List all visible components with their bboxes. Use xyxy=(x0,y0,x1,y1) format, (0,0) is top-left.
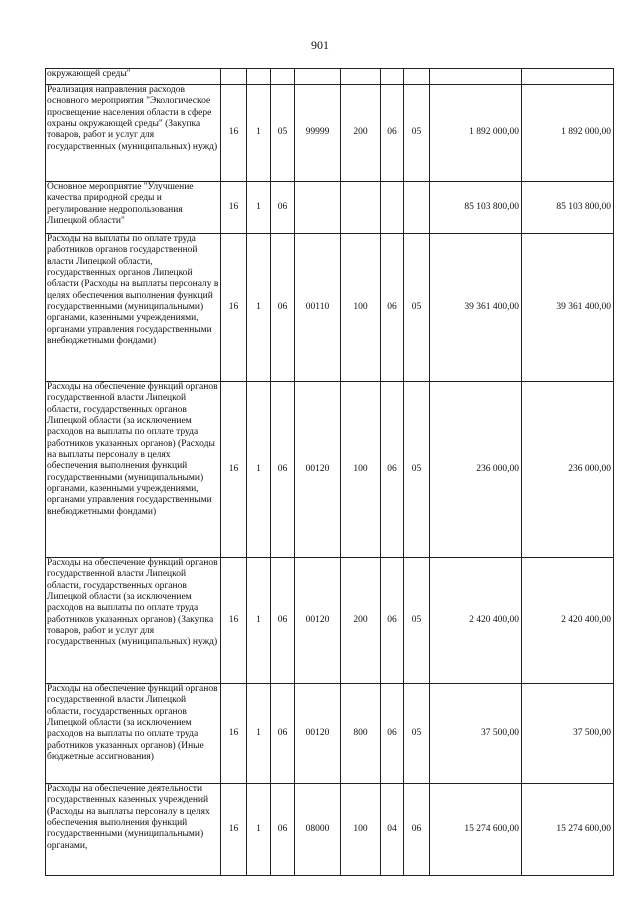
row-sum-year-1: 15 274 600,00 xyxy=(430,784,522,876)
table-program: 1 xyxy=(247,684,271,784)
table-program: 1 xyxy=(247,382,271,558)
row-sum-year-2: 15 274 600,00 xyxy=(522,784,614,876)
table-section: 06 xyxy=(381,382,404,558)
row-description: Реализация направления расходов основного мероприятия "Экологическое просвещение населения области в сфере охраны окружающей среды" (Закупка товаров, работ и услуг для государственных (муниципальных) нужд) xyxy=(46,85,221,182)
table-row xyxy=(46,558,614,684)
table-subsection xyxy=(404,182,430,234)
table-section xyxy=(381,69,404,85)
table-row xyxy=(46,784,614,876)
table-direction: 00120 xyxy=(295,684,341,784)
table-section: 06 xyxy=(381,85,404,182)
table-subsection: 05 xyxy=(404,684,430,784)
table-code: 16 xyxy=(221,784,247,876)
table-program: 1 xyxy=(247,558,271,684)
table-program: 1 xyxy=(247,182,271,234)
row-sum-year-1: 2 420 400,00 xyxy=(430,558,522,684)
table-expense-type: 200 xyxy=(341,85,381,182)
table-program: 1 xyxy=(247,784,271,876)
budget-table xyxy=(45,68,614,876)
table-row xyxy=(46,182,614,234)
row-sum-year-2: 1 892 000,00 xyxy=(522,85,614,182)
table-direction: 08000 xyxy=(295,784,341,876)
table-body xyxy=(46,69,614,876)
table-subprogram: 06 xyxy=(271,558,295,684)
row-sum-year-2: 2 420 400,00 xyxy=(522,558,614,684)
table-row xyxy=(46,382,614,558)
table-code: 16 xyxy=(221,234,247,382)
table-expense-type: 100 xyxy=(341,382,381,558)
table-subsection: 05 xyxy=(404,234,430,382)
table-code: 16 xyxy=(221,85,247,182)
table-program: 1 xyxy=(247,85,271,182)
table-subsection: 05 xyxy=(404,558,430,684)
table-expense-type: 800 xyxy=(341,684,381,784)
table-subprogram: 06 xyxy=(271,382,295,558)
row-description: Расходы на обеспечение функций органов государственной власти Липецкой области, государственных органов Липецкой области (за исключением расходов на выплаты по оплате труда работников указанных органов) (Расходы на выплаты персоналу в целях обеспечения выполнения функций государственными (муниципальными) органами, казенными учреждениями, органами управления государственными внебюджетными фондами) xyxy=(46,382,221,558)
table-section: 06 xyxy=(381,234,404,382)
table-direction xyxy=(295,69,341,85)
table-program: 1 xyxy=(247,234,271,382)
row-sum-year-1: 85 103 800,00 xyxy=(430,182,522,234)
page-number: 901 xyxy=(311,38,329,52)
row-description: Расходы на обеспечение функций органов государственной власти Липецкой области, государственных органов Липецкой области (за исключением расходов на выплаты по оплате труда работников указанных органов) (Иные бюджетные ассигнования) xyxy=(46,684,221,784)
table-subprogram: 05 xyxy=(271,85,295,182)
table-subprogram xyxy=(271,69,295,85)
row-description: окружающей среды" xyxy=(46,69,221,85)
table-row xyxy=(46,69,614,85)
row-sum-year-1 xyxy=(430,69,522,85)
row-sum-year-2: 85 103 800,00 xyxy=(522,182,614,234)
table-code xyxy=(221,69,247,85)
table-section: 06 xyxy=(381,558,404,684)
table-direction: 00120 xyxy=(295,558,341,684)
table-subsection: 05 xyxy=(404,85,430,182)
table-row xyxy=(46,85,614,182)
row-description: Расходы на обеспечение деятельности государственных казенных учреждений (Расходы на выплаты персоналу в целях обеспечения выполнения функций государственными (муниципальными) органами, xyxy=(46,784,221,876)
table-subprogram: 06 xyxy=(271,684,295,784)
row-sum-year-1: 236 000,00 xyxy=(430,382,522,558)
table-direction xyxy=(295,182,341,234)
table-expense-type xyxy=(341,69,381,85)
table-section xyxy=(381,182,404,234)
table-expense-type: 200 xyxy=(341,558,381,684)
table-expense-type: 100 xyxy=(341,234,381,382)
table-direction: 00110 xyxy=(295,234,341,382)
table-code: 16 xyxy=(221,382,247,558)
table-direction: 99999 xyxy=(295,85,341,182)
table-subsection: 05 xyxy=(404,382,430,558)
table-program xyxy=(247,69,271,85)
row-sum-year-1: 1 892 000,00 xyxy=(430,85,522,182)
row-description: Расходы на выплаты по оплате труда работников органов государственной власти Липецкой области, государственных органов Липецкой области (Расходы на выплаты персоналу в целях обеспечения выполнения функций государственными (муниципальными) органами, казенными учреждениями, органами управления государственными внебюджетными фондами) xyxy=(46,234,221,382)
table-subprogram: 06 xyxy=(271,784,295,876)
table-subsection: 06 xyxy=(404,784,430,876)
row-sum-year-2 xyxy=(522,69,614,85)
row-sum-year-2: 37 500,00 xyxy=(522,684,614,784)
row-sum-year-2: 39 361 400,00 xyxy=(522,234,614,382)
table-expense-type xyxy=(341,182,381,234)
table-expense-type: 100 xyxy=(341,784,381,876)
table-subprogram: 06 xyxy=(271,234,295,382)
table-section: 04 xyxy=(381,784,404,876)
table-subsection xyxy=(404,69,430,85)
row-description: Расходы на обеспечение функций органов государственной власти Липецкой области, государственных органов Липецкой области (за исключением расходов на выплаты по оплате труда работников указанных органов) (Закупка товаров, работ и услуг для государственных (муниципальных) нужд) xyxy=(46,558,221,684)
table-code: 16 xyxy=(221,684,247,784)
row-sum-year-2: 236 000,00 xyxy=(522,382,614,558)
table-row xyxy=(46,684,614,784)
table-code: 16 xyxy=(221,182,247,234)
table-code: 16 xyxy=(221,558,247,684)
table-direction: 00120 xyxy=(295,382,341,558)
table-section: 06 xyxy=(381,684,404,784)
row-sum-year-1: 39 361 400,00 xyxy=(430,234,522,382)
row-sum-year-1: 37 500,00 xyxy=(430,684,522,784)
row-description: Основное мероприятие "Улучшение качества природной среды и регулирование недропользования Липецкой области" xyxy=(46,182,221,234)
table-row xyxy=(46,234,614,382)
table-subprogram: 06 xyxy=(271,182,295,234)
